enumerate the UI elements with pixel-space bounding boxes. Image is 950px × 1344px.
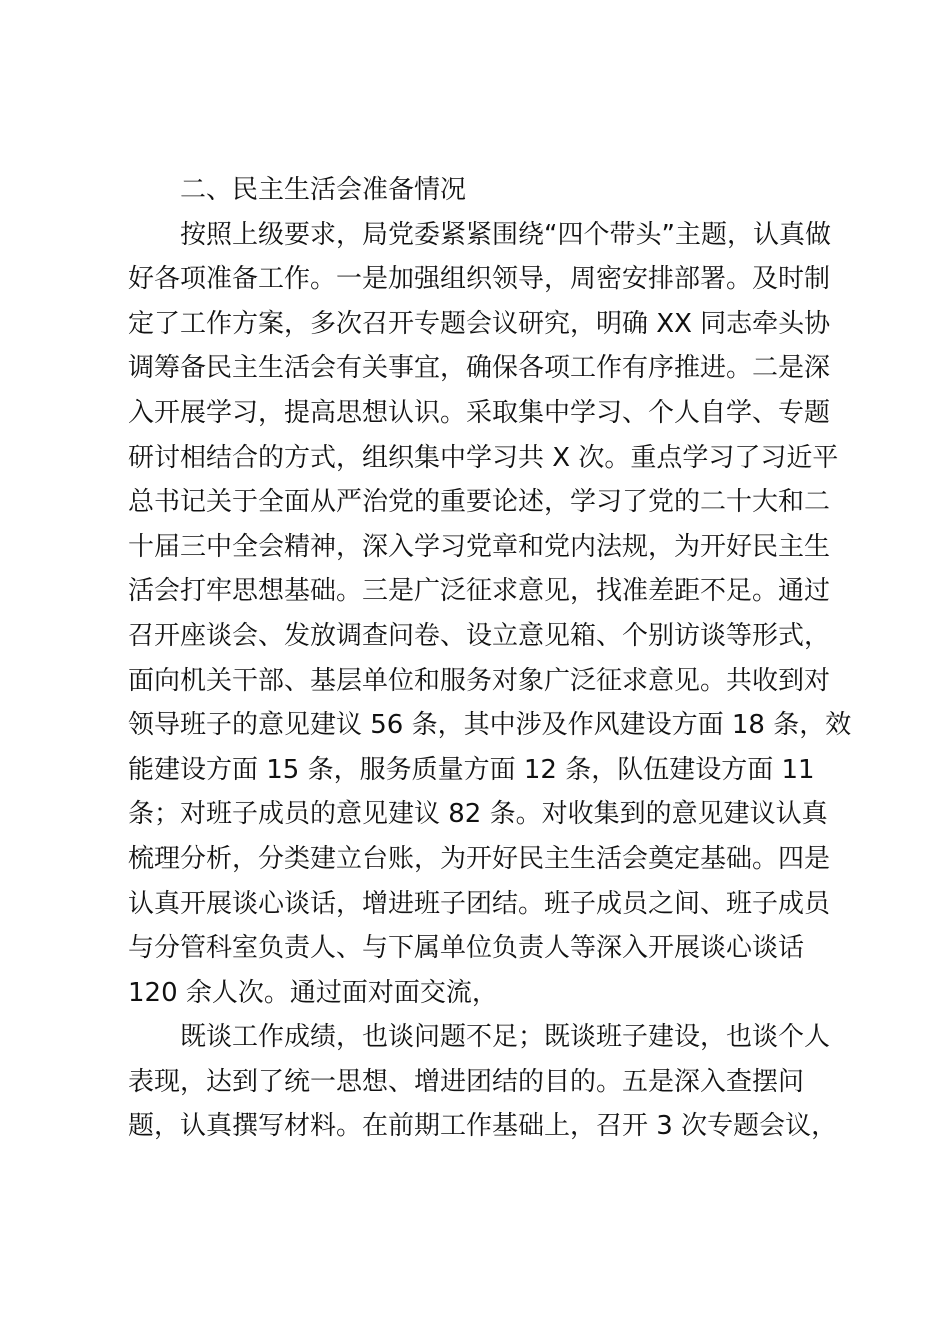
paragraph-line: 总书记关于全面从严治党的重要论述，学习了党的二十大和二: [128, 487, 831, 518]
paragraph-line: 活会打牢思想基础。三是广泛征求意见，找准差距不足。通过: [128, 576, 831, 607]
paragraph-line: 与分管科室负责人、与下属单位负责人等深入开展谈心谈话: [128, 933, 805, 964]
paragraph-line: 能建设方面 15 条，服务质量方面 12 条，队伍建设方面 11: [128, 754, 815, 785]
paragraph-line: 既谈工作成绩，也谈问题不足；既谈班子建设，也谈个人: [180, 1022, 831, 1053]
paragraph-line: 梳理分析，分类建立台账，为开好民主生活会奠定基础。四是: [128, 843, 831, 874]
paragraph-line: 好各项准备工作。一是加强组织领导，周密安排部署。及时制: [128, 264, 831, 295]
paragraph-line: 入开展学习，提高思想认识。采取集中学习、个人自学、专题: [128, 397, 831, 428]
paragraph-line: 召开座谈会、发放调查问卷、设立意见箱、个别访谈等形式，: [128, 620, 831, 651]
paragraph-line: 调筹备民主生活会有关事宜，确保各项工作有序推进。二是深: [128, 353, 831, 384]
paragraph-line: 面向机关干部、基层单位和服务对象广泛征求意见。共收到对: [128, 665, 831, 696]
paragraph-line: 120 余人次。通过面对面交流，: [128, 977, 498, 1008]
paragraph-line: 题，认真撰写材料。在前期工作基础上，召开 3 次专题会议，: [128, 1111, 838, 1142]
paragraph-line: 十届三中全会精神，深入学习党章和党内法规，为开好民主生: [128, 531, 831, 562]
paragraph-line: 领导班子的意见建议 56 条，其中涉及作风建设方面 18 条，效: [128, 710, 852, 741]
paragraph-line: 按照上级要求，局党委紧紧围绕“四个带头”主题，认真做: [180, 219, 831, 250]
paragraph-line: 研讨相结合的方式，组织集中学习共 X 次。重点学习了习近平: [128, 442, 839, 473]
paragraph-line: 认真开展谈心谈话，增进班子团结。班子成员之间、班子成员: [128, 888, 831, 919]
document-body: [128, 168, 852, 1149]
paragraph-line: 条；对班子成员的意见建议 82 条。对收集到的意见建议认真: [128, 799, 828, 830]
section-heading: 二、民主生活会准备情况: [180, 175, 467, 205]
paragraph-line: 定了工作方案，多次召开专题会议研究，明确 XX 同志牵头协: [128, 308, 831, 339]
paragraph-line: 表现，达到了统一思想、增进团结的目的。五是深入查摆问: [128, 1066, 805, 1097]
